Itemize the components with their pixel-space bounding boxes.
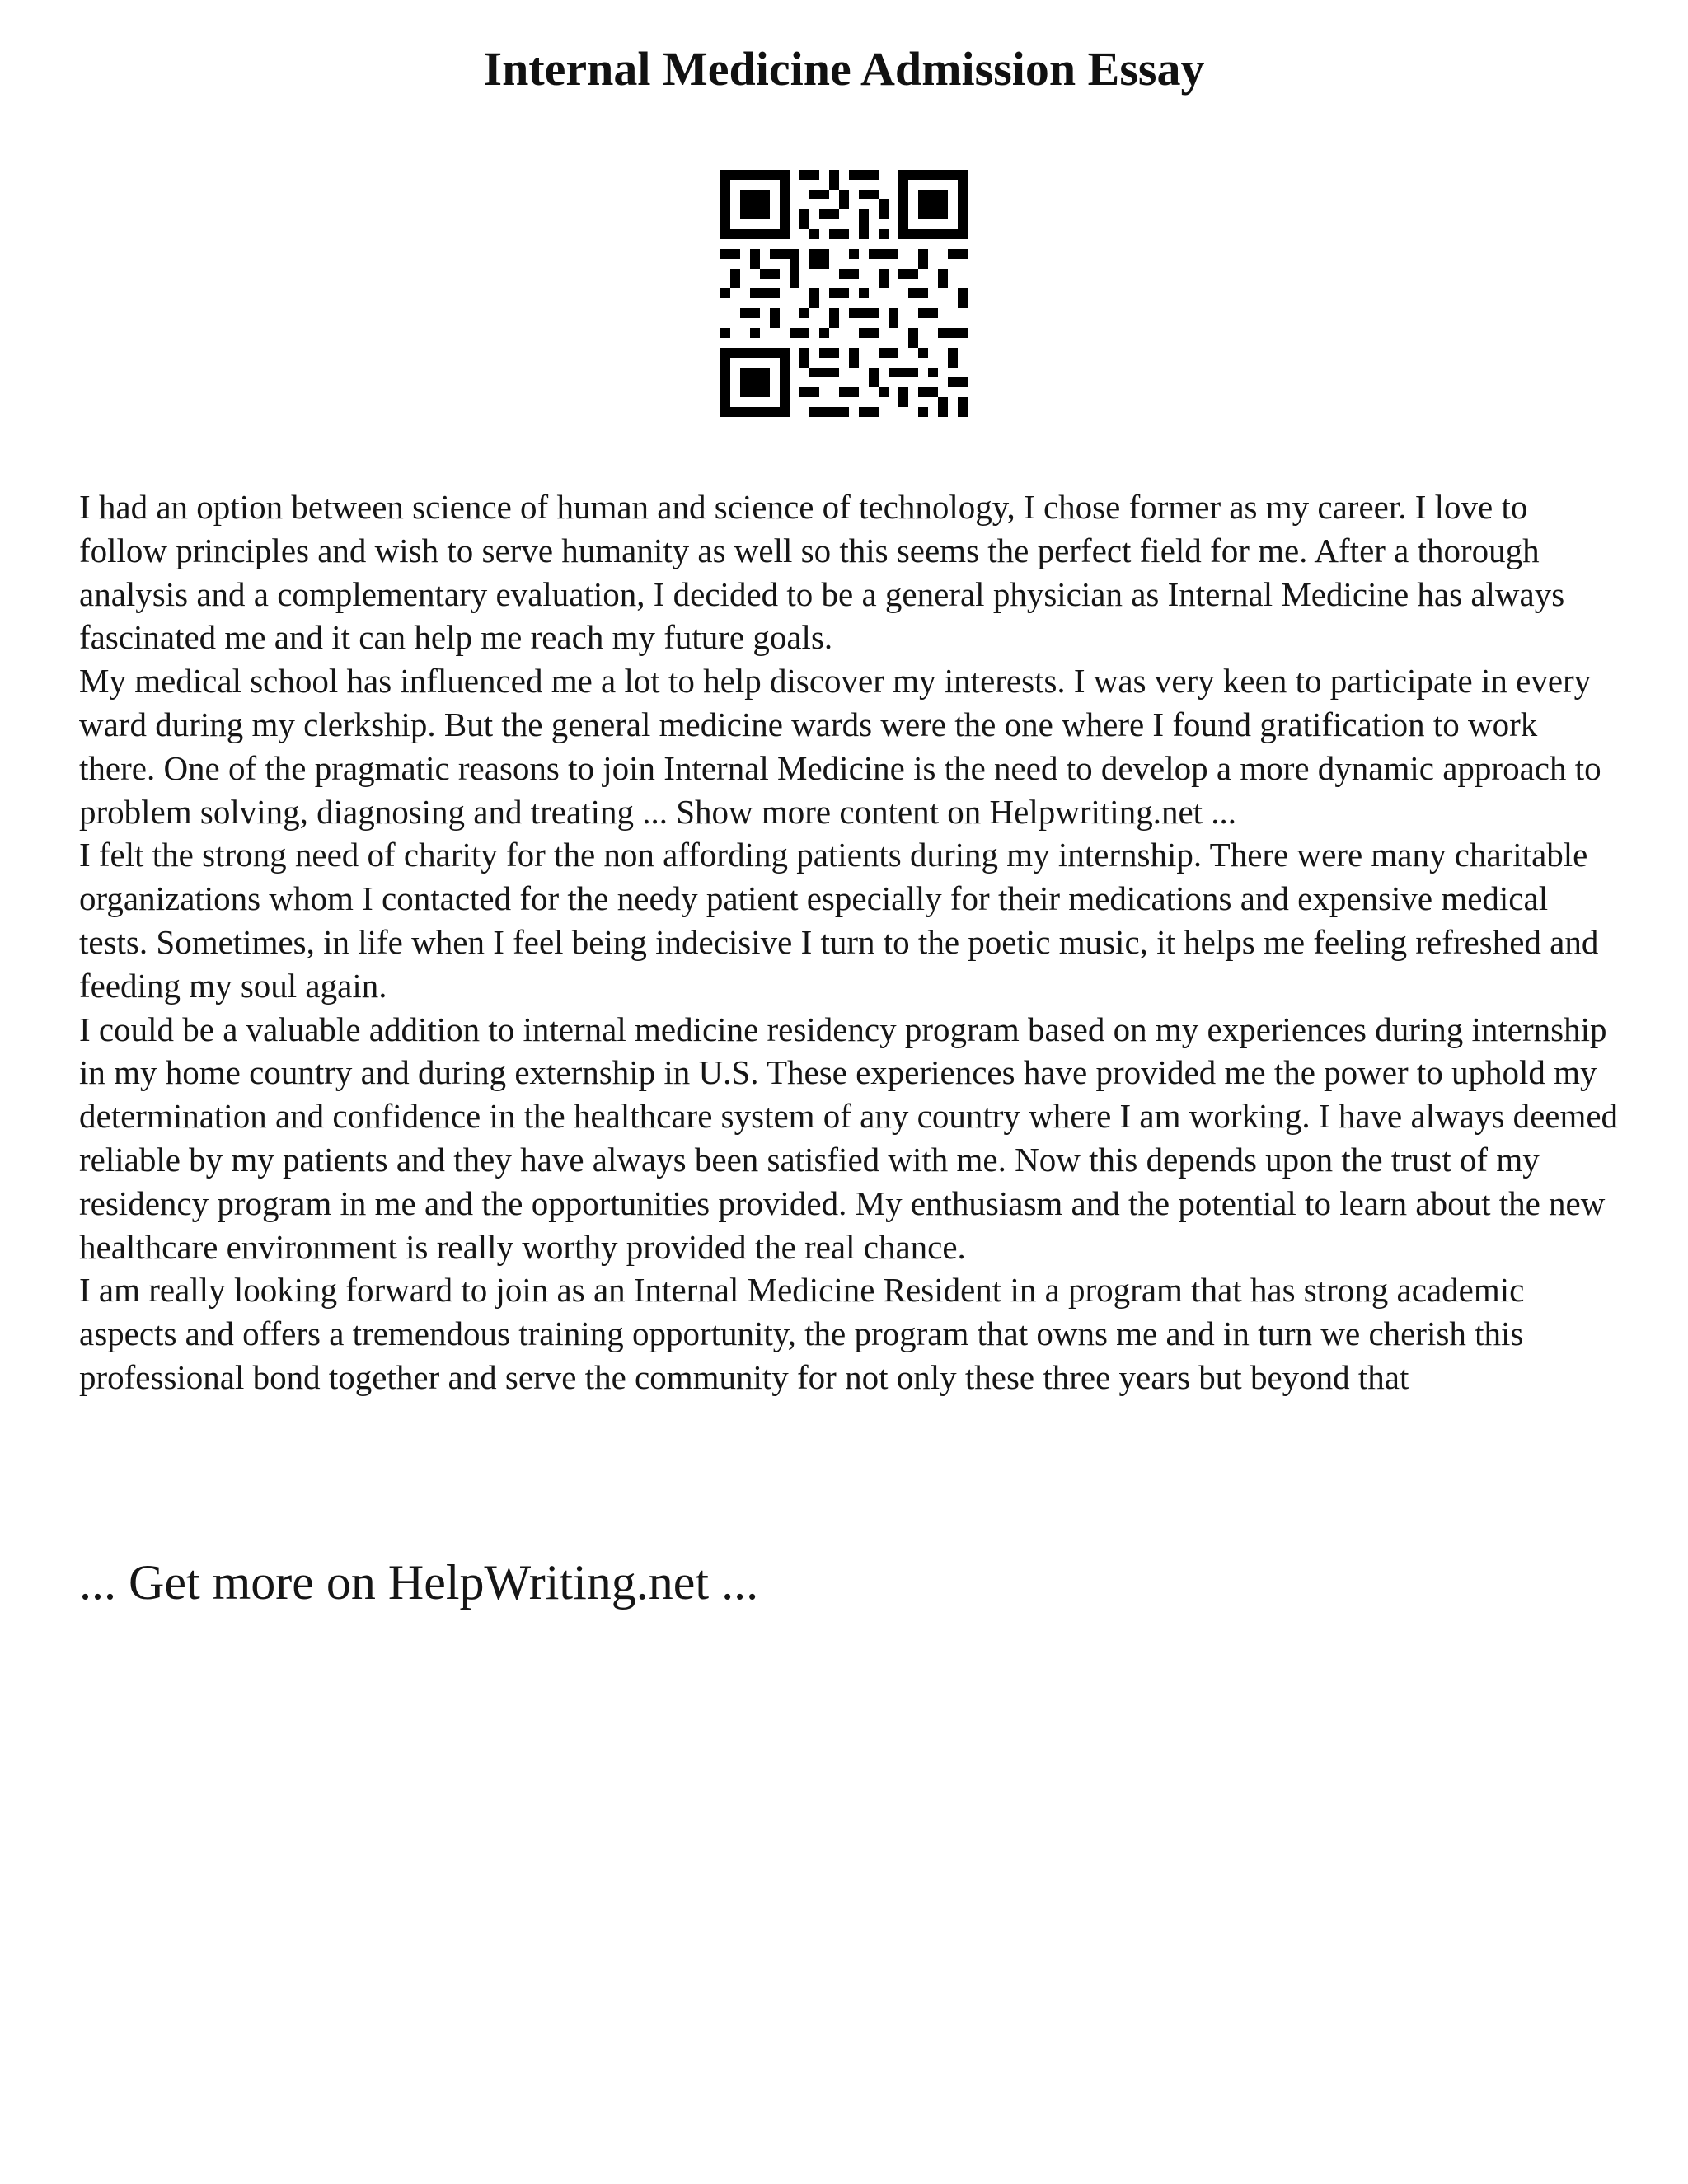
essay-body: [79, 485, 1620, 1399]
essay-paragraph: My medical school has influenced me a lot to help discover my interests. I was very keen to participate in every ward during my clerkship. But the general medicine wards were the one where I found gratification to work there. One of the pragmatic reasons to join Internal Medicine is the need to develop a more dynamic approach to problem solving, diagnosing and treating ... Show more content on Helpwriting.net ...: [79, 662, 1601, 831]
essay-paragraph: I am really looking forward to join as an Internal Medicine Resident in a program that has strong academic aspects and offers a tremendous training opportunity, the program that owns me and in turn we cherish this professional bond together and serve the community for not only these three years but beyond that: [79, 1271, 1525, 1396]
get-more-link[interactable]: ... Get more on HelpWriting.net ...: [79, 1555, 759, 1610]
essay-paragraph: I could be a valuable addition to internal medicine residency program based on my experiences during internship in my home country and during externship in U.S. These experiences have provided me the power to uphold my determination and confidence in the healthcare system of any country where I am working. I have always deemed reliable by my patients and they have always been satisfied with me. Now this depends upon the trust of my residency program in me and the opportunities provided. My enthusiasm and the potential to learn about the new healthcare environment is really worthy provided the real chance.: [79, 1010, 1619, 1266]
page-title: Internal Medicine Admission Essay: [483, 42, 1205, 96]
essay-paragraph: I felt the strong need of charity for the non affording patients during my internship. There were many charitable organizations whom I contacted for the needy patient especially for their medications and expensive medical tests. Sometimes, in life when I feel being indecisive I turn to the poetic music, it helps me feeling refreshed and feeding my soul again.: [79, 836, 1599, 1005]
qr-code-icon: [720, 170, 968, 417]
essay-paragraph: I had an option between science of human and science of technology, I chose former as my career. I love to follow principles and wish to serve humanity as well so this seems the perfect field for me. After a thorough analysis and a complementary evaluation, I decided to be a general physician as Internal Medicine has always fascinated me and it can help me reach my future goals.: [79, 488, 1565, 657]
